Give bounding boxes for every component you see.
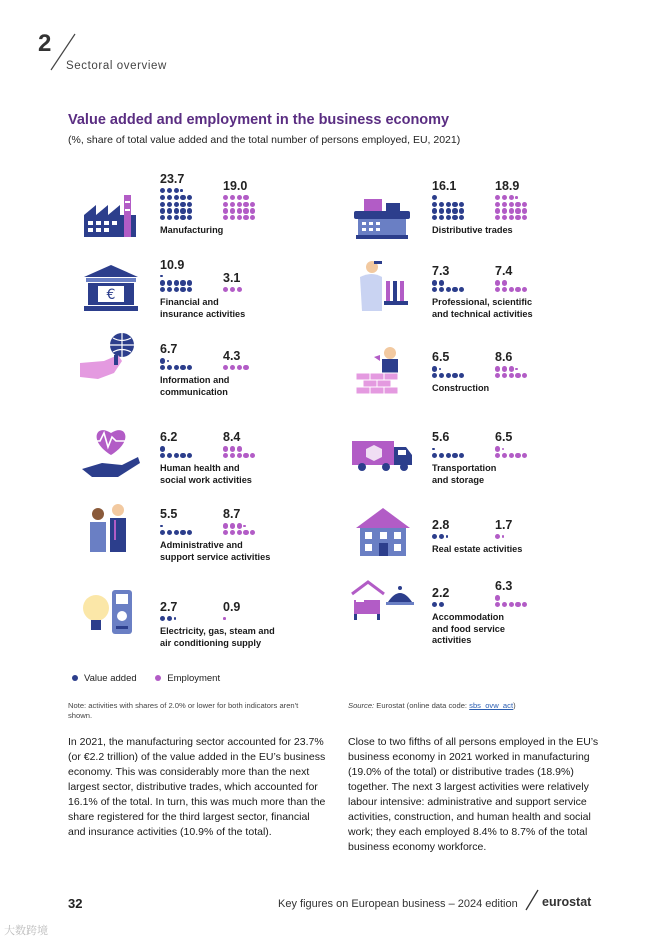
legend — [72, 673, 236, 684]
sector-panel — [78, 590, 348, 670]
unit-dot — [180, 365, 185, 370]
partial-dot — [223, 617, 226, 620]
sector-label: Transportation and storage — [432, 463, 497, 485]
partial-dot — [502, 448, 505, 451]
unit-dot — [223, 195, 228, 200]
unit-dot — [237, 287, 242, 292]
unit-dot — [432, 534, 437, 539]
unit-dot — [515, 602, 520, 607]
unit-dot — [502, 373, 507, 378]
unit-dot — [223, 208, 228, 213]
unit-dot — [515, 208, 520, 213]
value-added-bullet-icon — [72, 675, 78, 681]
partial-dot — [167, 360, 170, 363]
sector-label: Manufacturing — [160, 225, 224, 235]
partial-dot — [432, 448, 435, 451]
figure-title: Value added and employment in the business economy — [68, 112, 450, 128]
unit-dot — [509, 602, 514, 607]
unit-dot — [230, 202, 235, 207]
unit-dot — [452, 453, 457, 458]
unit-dot — [167, 616, 172, 621]
cash-register-icon — [350, 181, 416, 247]
value-added-value: 6.7 — [160, 342, 178, 357]
unit-dot — [432, 366, 437, 371]
unit-dot — [230, 215, 235, 220]
unit-dot — [237, 195, 242, 200]
unit-dot — [509, 287, 514, 292]
partial-dot — [180, 189, 183, 192]
unit-dot — [243, 530, 248, 535]
unit-dot — [509, 202, 514, 207]
value-added-value: 16.1 — [432, 178, 457, 193]
sector-label: Construction — [432, 383, 490, 393]
employment-value: 4.3 — [223, 349, 241, 364]
unit-dot — [167, 202, 172, 207]
unit-dot — [446, 215, 451, 220]
unit-dot — [439, 287, 444, 292]
unit-dot — [509, 366, 514, 371]
sector-label: Accommodation and food service activities — [432, 612, 506, 645]
publication-title: Key figures on European business – 2024 edition — [278, 898, 518, 910]
unit-dot — [509, 195, 514, 200]
bulb-meter-icon — [78, 582, 144, 648]
unit-dot — [522, 287, 527, 292]
unit-dot — [522, 202, 527, 207]
unit-dot — [502, 602, 507, 607]
unit-dot — [515, 215, 520, 220]
value-added-dots — [160, 274, 194, 294]
bricklayer-icon — [350, 339, 416, 405]
unit-dot — [180, 280, 185, 285]
sector-label: Financial and insurance activities — [160, 297, 246, 319]
unit-dot — [432, 280, 437, 285]
employment-dots — [223, 616, 227, 623]
factory-icon — [78, 181, 144, 247]
unit-dot — [432, 602, 437, 607]
unit-dot — [167, 365, 172, 370]
page-number: 32 — [68, 896, 83, 911]
unit-dot — [174, 287, 179, 292]
unit-dot — [446, 287, 451, 292]
source-data-code-link[interactable]: sbs_ovw_act — [469, 701, 514, 710]
bank-euro-icon — [78, 253, 144, 319]
unit-dot — [230, 195, 235, 200]
unit-dot — [452, 208, 457, 213]
unit-dot — [174, 530, 179, 535]
unit-dot — [459, 373, 464, 378]
eurostat-slash-icon — [524, 889, 540, 911]
unit-dot — [223, 202, 228, 207]
unit-dot — [452, 287, 457, 292]
employment-value: 1.7 — [495, 518, 513, 533]
unit-dot — [495, 195, 500, 200]
unit-dot — [187, 202, 192, 207]
unit-dot — [495, 446, 500, 451]
unit-dot — [459, 287, 464, 292]
sector-panel — [350, 337, 620, 417]
unit-dot — [167, 530, 172, 535]
unit-dot — [180, 530, 185, 535]
unit-dot — [230, 365, 235, 370]
unit-dot — [223, 523, 228, 528]
employment-dots — [495, 446, 529, 460]
unit-dot — [160, 195, 165, 200]
unit-dot — [187, 365, 192, 370]
sector-panel — [78, 337, 348, 417]
unit-dot — [502, 287, 507, 292]
partial-dot — [160, 525, 163, 528]
sector-panel — [350, 579, 620, 670]
unit-dot — [446, 202, 451, 207]
value-added-dots — [432, 195, 466, 222]
unit-dot — [459, 208, 464, 213]
unit-dot — [459, 453, 464, 458]
unit-dot — [439, 453, 444, 458]
unit-dot — [432, 195, 437, 200]
unit-dot — [446, 208, 451, 213]
legend-employment: Employment — [155, 673, 220, 684]
unit-dot — [502, 280, 507, 285]
partial-dot — [515, 196, 518, 199]
employment-value: 19.0 — [223, 178, 248, 193]
value-added-dots — [432, 534, 450, 541]
unit-dot — [187, 453, 192, 458]
unit-dot — [515, 202, 520, 207]
unit-dot — [160, 215, 165, 220]
bed-cloche-icon — [350, 568, 416, 634]
employment-dots — [223, 446, 257, 460]
unit-dot — [223, 530, 228, 535]
unit-dot — [174, 453, 179, 458]
employment-dots — [223, 365, 250, 372]
unit-dot — [250, 530, 255, 535]
unit-dot — [174, 188, 179, 193]
unit-dot — [439, 534, 444, 539]
scientist-icon — [350, 253, 416, 319]
unit-dot — [439, 602, 444, 607]
unit-dot — [167, 215, 172, 220]
truck-icon — [350, 419, 416, 485]
employment-dots — [495, 195, 529, 222]
unit-dot — [187, 208, 192, 213]
unit-dot — [243, 453, 248, 458]
unit-dot — [223, 453, 228, 458]
unit-dot — [495, 208, 500, 213]
unit-dot — [180, 453, 185, 458]
unit-dot — [432, 215, 437, 220]
value-added-value: 23.7 — [160, 172, 185, 186]
value-added-value: 5.6 — [432, 430, 450, 445]
unit-dot — [167, 287, 172, 292]
partial-dot — [243, 525, 246, 528]
unit-dot — [509, 373, 514, 378]
value-added-value: 6.5 — [432, 350, 450, 365]
employment-dots — [495, 595, 529, 609]
unit-dot — [522, 602, 527, 607]
unit-dot — [495, 595, 500, 600]
employment-value: 8.6 — [495, 350, 513, 365]
house-icon — [350, 500, 416, 566]
figure-note: Note: activities with shares of 2.0% or lower for both indicators aren't shown. — [68, 701, 299, 720]
employment-dots — [495, 534, 506, 541]
unit-dot — [187, 195, 192, 200]
unit-dot — [502, 208, 507, 213]
unit-dot — [223, 365, 228, 370]
unit-dot — [180, 208, 185, 213]
unit-dot — [160, 365, 165, 370]
unit-dot — [167, 188, 172, 193]
value-added-value: 7.3 — [432, 264, 450, 279]
unit-dot — [167, 195, 172, 200]
unit-dot — [174, 202, 179, 207]
employment-dots — [223, 523, 257, 537]
unit-dot — [522, 373, 527, 378]
unit-dot — [160, 280, 165, 285]
heart-hand-icon — [78, 419, 144, 485]
partial-dot — [160, 275, 163, 278]
unit-dot — [160, 208, 165, 213]
value-added-value: 10.9 — [160, 257, 185, 272]
unit-dot — [230, 287, 235, 292]
figure-subtitle: (%, share of total value added and the total number of persons employed, EU, 2021) — [68, 134, 461, 146]
chapter-number: 2 — [38, 30, 52, 57]
employment-value: 8.4 — [223, 430, 241, 445]
sector-label: Professional, scientific and technical activities — [432, 297, 533, 319]
sector-panel — [78, 255, 348, 335]
sector-label: Real estate activities — [432, 544, 523, 554]
unit-dot — [495, 534, 500, 539]
value-added-value: 2.2 — [432, 586, 450, 601]
legend-value-added: Value added — [72, 673, 137, 684]
employment-value: 0.9 — [223, 600, 241, 615]
unit-dot — [237, 523, 242, 528]
unit-dot — [223, 215, 228, 220]
sector-panel — [78, 423, 348, 503]
unit-dot — [230, 453, 235, 458]
unit-dot — [452, 202, 457, 207]
unit-dot — [446, 373, 451, 378]
unit-dot — [495, 366, 500, 371]
unit-dot — [250, 453, 255, 458]
unit-dot — [502, 215, 507, 220]
unit-dot — [495, 373, 500, 378]
unit-dot — [160, 202, 165, 207]
unit-dot — [495, 287, 500, 292]
unit-dot — [160, 287, 165, 292]
unit-dot — [432, 373, 437, 378]
unit-dot — [160, 616, 165, 621]
unit-dot — [187, 280, 192, 285]
unit-dot — [243, 208, 248, 213]
employment-value: 18.9 — [495, 178, 520, 193]
value-added-dots — [432, 280, 466, 294]
unit-dot — [432, 453, 437, 458]
unit-dot — [174, 215, 179, 220]
sector-label: Human health and social work activities — [160, 463, 252, 485]
unit-dot — [439, 280, 444, 285]
employment-value: 7.4 — [495, 264, 513, 279]
eurostat-logo: eurostat — [542, 895, 592, 909]
unit-dot — [432, 287, 437, 292]
unit-dot — [237, 202, 242, 207]
value-added-value: 6.2 — [160, 430, 178, 445]
sector-panel — [78, 155, 348, 235]
unit-dot — [522, 215, 527, 220]
unit-dot — [167, 208, 172, 213]
employment-dots — [223, 195, 257, 222]
unit-dot — [160, 530, 165, 535]
employment-value: 6.3 — [495, 579, 513, 594]
watermark: 大数跨境 — [4, 925, 48, 937]
unit-dot — [509, 208, 514, 213]
unit-dot — [522, 208, 527, 213]
unit-dot — [509, 215, 514, 220]
unit-dot — [167, 453, 172, 458]
unit-dot — [432, 202, 437, 207]
unit-dot — [495, 453, 500, 458]
value-added-dots — [432, 446, 466, 460]
unit-dot — [432, 208, 437, 213]
employment-value: 6.5 — [495, 430, 513, 445]
partial-dot — [515, 368, 518, 371]
unit-dot — [174, 208, 179, 213]
sector-panel — [350, 423, 620, 503]
value-added-dots — [432, 602, 446, 609]
unit-dot — [187, 530, 192, 535]
unit-dot — [495, 280, 500, 285]
unit-dot — [230, 530, 235, 535]
unit-dot — [180, 195, 185, 200]
unit-dot — [522, 453, 527, 458]
unit-dot — [502, 202, 507, 207]
unit-dot — [243, 202, 248, 207]
unit-dot — [439, 373, 444, 378]
unit-dot — [237, 453, 242, 458]
value-added-value: 2.8 — [432, 518, 450, 533]
unit-dot — [452, 215, 457, 220]
sector-panel — [350, 255, 620, 335]
unit-dot — [230, 208, 235, 213]
globe-hand-icon — [78, 331, 144, 397]
employment-dots — [495, 366, 529, 380]
unit-dot — [237, 530, 242, 535]
unit-dot — [160, 358, 165, 363]
partial-dot — [174, 617, 177, 620]
value-added-dots — [160, 358, 194, 372]
unit-dot — [174, 195, 179, 200]
value-added-value: 5.5 — [160, 507, 178, 522]
partial-dot — [446, 535, 449, 538]
unit-dot — [230, 446, 235, 451]
value-added-dots — [160, 446, 194, 460]
unit-dot — [223, 446, 228, 451]
unit-dot — [237, 365, 242, 370]
unit-dot — [160, 188, 165, 193]
value-added-dots — [160, 188, 194, 222]
unit-dot — [495, 602, 500, 607]
partial-dot — [502, 535, 505, 538]
unit-dot — [452, 373, 457, 378]
unit-dot — [180, 215, 185, 220]
employment-value: 8.7 — [223, 507, 241, 522]
employment-dots — [223, 287, 243, 294]
unit-dot — [509, 453, 514, 458]
unit-dot — [237, 446, 242, 451]
value-added-dots — [160, 616, 178, 623]
unit-dot — [237, 215, 242, 220]
unit-dot — [446, 453, 451, 458]
sector-panel — [78, 500, 348, 580]
unit-dot — [502, 453, 507, 458]
unit-dot — [250, 202, 255, 207]
chapter-title: Sectoral overview — [66, 60, 167, 72]
sector-panel — [350, 155, 620, 235]
partial-dot — [439, 368, 442, 371]
unit-dot — [459, 202, 464, 207]
sector-label: Information and communication — [160, 375, 230, 397]
unit-dot — [223, 287, 228, 292]
unit-dot — [515, 453, 520, 458]
unit-dot — [180, 202, 185, 207]
unit-dot — [243, 365, 248, 370]
unit-dot — [237, 208, 242, 213]
unit-dot — [160, 453, 165, 458]
employment-value: 3.1 — [223, 271, 241, 286]
figure-source: Source: Eurostat (online data code: sbs_ovw_act) — [348, 701, 516, 710]
unit-dot — [167, 280, 172, 285]
unit-dot — [160, 446, 165, 451]
unit-dot — [250, 208, 255, 213]
unit-dot — [187, 215, 192, 220]
body-text-left: In 2021, the manufacturing sector accounted for 23.7% (or €2.2 trillion) of the value added in the EU’s business economy. This was considerably more than the next largest sector, distributive trades, which accounted for 16.1% of the total. In turn, this was much more than the share registered for the third largest sector, financial and insurance activities (10.9% of the total). — [68, 736, 326, 838]
unit-dot — [439, 202, 444, 207]
office-workers-icon — [78, 496, 144, 562]
unit-dot — [439, 208, 444, 213]
unit-dot — [495, 202, 500, 207]
unit-dot — [439, 215, 444, 220]
unit-dot — [243, 195, 248, 200]
sector-label: Administrative and support service activities — [160, 540, 271, 562]
unit-dot — [243, 215, 248, 220]
value-added-dots — [432, 366, 466, 380]
unit-dot — [502, 195, 507, 200]
unit-dot — [174, 280, 179, 285]
sector-label: Distributive trades — [432, 225, 513, 235]
svg-text:€: € — [106, 287, 116, 303]
body-text-right: Close to two fifths of all persons employed in the EU’s business economy in 2021 worked in manufacturing (19.0% of the total) or distributive trades (18.9%) together. The next 3 largest activities were relatively labour intensive: administrative and support service activities, construction, and human health and social work; they each employed 8.4% to 8.7% of the total business economy workforce. — [348, 736, 599, 853]
unit-dot — [230, 523, 235, 528]
value-added-dots — [160, 523, 194, 537]
unit-dot — [174, 365, 179, 370]
employment-bullet-icon — [155, 675, 161, 681]
employment-dots — [495, 280, 529, 294]
unit-dot — [459, 215, 464, 220]
unit-dot — [495, 215, 500, 220]
unit-dot — [515, 287, 520, 292]
unit-dot — [515, 373, 520, 378]
value-added-value: 2.7 — [160, 600, 178, 615]
unit-dot — [250, 215, 255, 220]
unit-dot — [187, 287, 192, 292]
unit-dot — [180, 287, 185, 292]
unit-dot — [502, 366, 507, 371]
sector-label: Electricity, gas, steam and air conditioning supply — [160, 626, 275, 648]
